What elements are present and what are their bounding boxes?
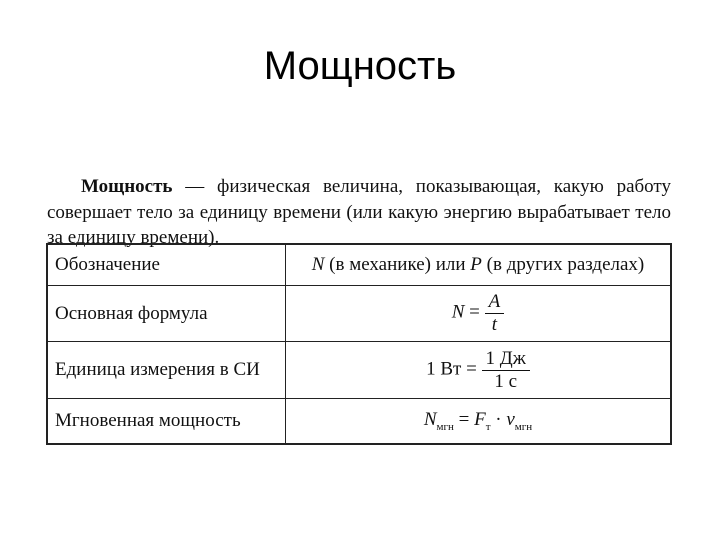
notation-mid: (в механике) или bbox=[324, 254, 471, 275]
formula-equals: = bbox=[464, 301, 485, 323]
unit-fraction bbox=[482, 348, 530, 393]
fraction-numerator: 1 Дж bbox=[482, 348, 530, 371]
row-label: Основная формула bbox=[47, 286, 286, 342]
row-label: Обозначение bbox=[47, 244, 286, 286]
definition-term: Мощность bbox=[81, 176, 173, 197]
instant-n-sub: мгн bbox=[436, 420, 454, 433]
instant-dot: · bbox=[490, 409, 507, 431]
instant-equals: = bbox=[453, 409, 475, 431]
unit-equals: = bbox=[461, 358, 482, 380]
table-row-si-unit bbox=[47, 342, 671, 399]
fraction-numerator: A bbox=[485, 291, 505, 314]
fraction-denominator: 1 с bbox=[494, 370, 518, 392]
instant-v-sub: мгн bbox=[514, 420, 533, 433]
power-properties-table bbox=[46, 243, 672, 445]
notation-value bbox=[286, 244, 672, 286]
definition-text: — физическая величина, показывающая, какую работу совершает тело за единицу времени (или какую энергию вырабатывает тело за единицу времени). bbox=[47, 176, 671, 248]
unit-lhs: 1 Вт bbox=[426, 358, 462, 380]
instant-v: v bbox=[506, 409, 515, 431]
instant-f: F bbox=[474, 409, 486, 431]
table-row-notation bbox=[47, 244, 671, 286]
notation-end: (в других разделах) bbox=[481, 254, 645, 275]
table-row-formula bbox=[47, 286, 671, 342]
formula-value bbox=[286, 286, 672, 342]
instant-f-sub: т bbox=[485, 420, 491, 433]
formula-lhs: N bbox=[451, 301, 465, 323]
fraction-denominator: t bbox=[491, 314, 498, 335]
symbol-n: N bbox=[311, 254, 325, 275]
si-unit-value bbox=[286, 342, 672, 399]
definition-paragraph bbox=[47, 174, 671, 251]
instant-n: N bbox=[423, 409, 437, 431]
table-row-instant-power bbox=[47, 399, 671, 445]
row-label: Единица измерения в СИ bbox=[47, 342, 286, 399]
symbol-p: P bbox=[470, 254, 482, 275]
instant-power-value bbox=[286, 399, 672, 445]
slide-title: Мощность bbox=[263, 44, 457, 88]
row-label: Мгновенная мощность bbox=[47, 399, 286, 445]
formula-fraction bbox=[485, 291, 505, 336]
